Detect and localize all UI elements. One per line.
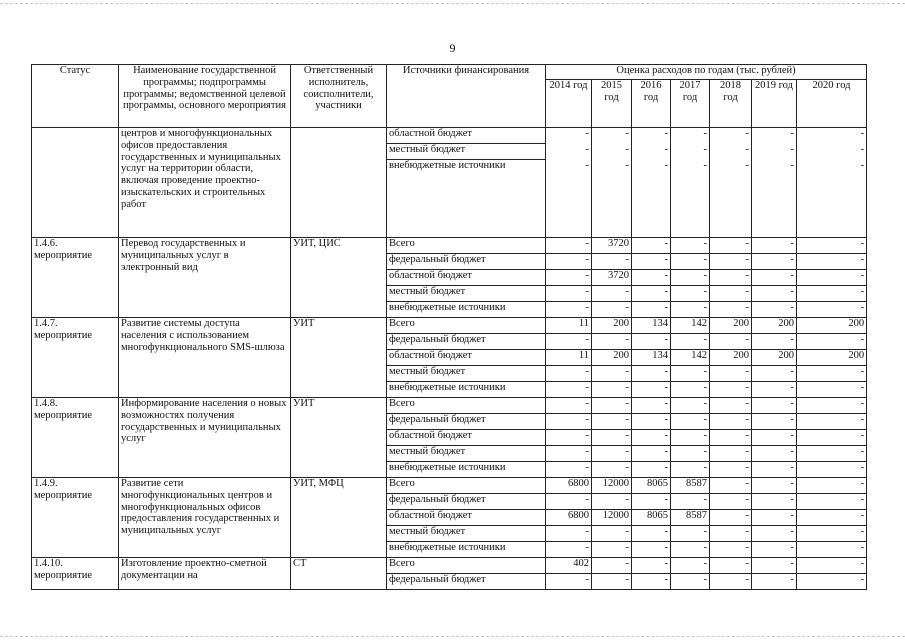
value-cell: -: [592, 302, 632, 318]
value-cell: -: [752, 542, 797, 558]
value-cell: -: [592, 526, 632, 542]
value-cell: -: [632, 462, 671, 478]
value-cell: -: [632, 558, 671, 574]
value-cell: -: [671, 302, 710, 318]
value-cell: -: [632, 286, 671, 302]
value-cell: -: [710, 542, 752, 558]
funding-source-label: внебюджетные источники: [387, 462, 546, 478]
value-cell: 3720: [592, 238, 632, 254]
value-cell: -: [625, 160, 629, 171]
value-cell: -: [752, 270, 797, 286]
value-cell: 8587: [671, 510, 710, 526]
value-cell: -: [752, 526, 797, 542]
value-cell: -: [797, 494, 867, 510]
value-cell: -: [797, 366, 867, 382]
value-cell: 200: [797, 350, 867, 366]
funding-source-label: федеральный бюджет: [387, 334, 546, 350]
value-cell: -: [710, 270, 752, 286]
value-cell: -: [745, 160, 749, 171]
value-cell: -: [710, 238, 752, 254]
activity-name: Информирование населения о новых возможностях получения государственных и муниципальных услуг: [119, 398, 291, 478]
value-cell: -: [546, 446, 592, 462]
budget-table: [31, 64, 867, 590]
value-cell: -: [546, 462, 592, 478]
value-cell: -: [752, 414, 797, 430]
value-cell: -: [752, 462, 797, 478]
value-cell: -: [710, 254, 752, 270]
funding-source-label: областной бюджет: [387, 430, 546, 446]
value-cell: 12000: [592, 510, 632, 526]
value-cell: 6800: [546, 510, 592, 526]
value-cell: 8065: [632, 510, 671, 526]
value-cell: -: [752, 494, 797, 510]
value-cell: -: [710, 414, 752, 430]
header-year: 2016 год: [632, 80, 671, 128]
value-cell: -: [790, 160, 794, 171]
value-cell: -: [797, 526, 867, 542]
value-cell: -: [546, 302, 592, 318]
value-cell: -: [592, 286, 632, 302]
value-cell: -: [671, 430, 710, 446]
value-cell: -: [592, 494, 632, 510]
funding-source-label: местный бюджет: [387, 144, 545, 160]
value-cell: 8065: [632, 478, 671, 494]
value-cell: -: [710, 478, 752, 494]
value-cell: -: [592, 398, 632, 414]
value-cell: -: [671, 542, 710, 558]
value-cell: -: [585, 128, 589, 139]
value-cell: -: [592, 254, 632, 270]
year-values: [752, 128, 797, 238]
funding-source-label: Всего: [387, 558, 546, 574]
value-cell: 11: [546, 318, 592, 334]
value-cell: -: [797, 286, 867, 302]
value-cell: -: [797, 478, 867, 494]
value-cell: -: [797, 270, 867, 286]
value-cell: 3720: [592, 270, 632, 286]
funding-source-label: областной бюджет: [387, 350, 546, 366]
value-cell: 200: [592, 318, 632, 334]
value-cell: -: [797, 558, 867, 574]
budget-table-body: [32, 128, 867, 590]
value-cell: -: [710, 302, 752, 318]
value-cell: -: [790, 128, 794, 139]
value-cell: 142: [671, 350, 710, 366]
funding-source-label: областной бюджет: [387, 270, 546, 286]
value-cell: -: [632, 574, 671, 590]
value-cell: -: [671, 414, 710, 430]
funding-source-label: внебюджетные источники: [387, 542, 546, 558]
value-cell: -: [671, 334, 710, 350]
funding-source-label: местный бюджет: [387, 526, 546, 542]
value-cell: -: [632, 302, 671, 318]
activity-name: Развитие сети многофункциональных центров и многофункциональных офисов предоставления государственных и муниципальных услуг: [119, 478, 291, 558]
funding-sources: [387, 128, 546, 238]
value-cell: 200: [752, 318, 797, 334]
activity-name: Перевод государственных и муниципальных услуг в электронный вид: [119, 238, 291, 318]
value-cell: -: [671, 238, 710, 254]
activity-status: [32, 318, 119, 398]
value-cell: -: [710, 558, 752, 574]
value-cell: -: [592, 334, 632, 350]
table-row: [32, 398, 867, 414]
header-year: 2017 год: [671, 80, 710, 128]
value-cell: -: [710, 526, 752, 542]
value-cell: -: [632, 334, 671, 350]
value-cell: 12000: [592, 478, 632, 494]
value-cell: -: [752, 574, 797, 590]
activity-name: Развитие системы доступа населения с использованием многофункционального SMS-шлюза: [119, 318, 291, 398]
value-cell: -: [632, 270, 671, 286]
year-values: [546, 128, 592, 238]
value-cell: -: [745, 128, 749, 139]
value-cell: -: [752, 238, 797, 254]
value-cell: -: [671, 382, 710, 398]
table-row: [32, 478, 867, 494]
value-cell: -: [703, 160, 707, 171]
value-cell: -: [546, 286, 592, 302]
value-cell: -: [632, 526, 671, 542]
value-cell: -: [592, 414, 632, 430]
header-costs-by-year: Оценка расходов по годам (тыс. рублей): [546, 65, 867, 80]
value-cell: -: [752, 510, 797, 526]
value-cell: -: [710, 462, 752, 478]
value-cell: -: [752, 302, 797, 318]
value-cell: -: [752, 430, 797, 446]
funding-source-label: Всего: [387, 478, 546, 494]
value-cell: -: [797, 542, 867, 558]
value-cell: -: [664, 160, 668, 171]
value-cell: -: [797, 430, 867, 446]
value-cell: -: [592, 366, 632, 382]
value-cell: 134: [632, 318, 671, 334]
value-cell: -: [592, 446, 632, 462]
activity-code: 1.4.8.: [34, 398, 58, 409]
value-cell: -: [797, 254, 867, 270]
activity-code: 1.4.6.: [34, 238, 58, 249]
activity-type: мероприятие: [34, 329, 92, 341]
value-cell: -: [592, 542, 632, 558]
continuation-row: [32, 128, 867, 238]
activity-type: мероприятие: [34, 409, 92, 421]
activity-code: 1.4.9.: [34, 478, 58, 489]
value-cell: -: [632, 254, 671, 270]
funding-source-label: местный бюджет: [387, 286, 546, 302]
value-cell: -: [797, 302, 867, 318]
value-cell: -: [632, 430, 671, 446]
funding-source-label: областной бюджет: [387, 128, 545, 144]
value-cell: -: [797, 238, 867, 254]
activity-status: [32, 398, 119, 478]
value-cell: 142: [671, 318, 710, 334]
value-cell: -: [860, 160, 865, 171]
value-cell: -: [625, 144, 629, 155]
value-cell: -: [664, 128, 668, 139]
activity-responsible: УИТ: [291, 318, 387, 398]
funding-source-label: местный бюджет: [387, 446, 546, 462]
value-cell: -: [546, 398, 592, 414]
value-cell: -: [546, 382, 592, 398]
value-cell: -: [671, 526, 710, 542]
value-cell: -: [710, 430, 752, 446]
value-cell: -: [671, 494, 710, 510]
value-cell: -: [546, 366, 592, 382]
value-cell: -: [752, 446, 797, 462]
header-program-name: Наименование государственной программы; подпрограммы программы; ведомственной целевой программы, основного мероприятия: [119, 65, 291, 128]
funding-source-label: областной бюджет: [387, 510, 546, 526]
header-year: 2019 год: [752, 80, 797, 128]
value-cell: -: [797, 398, 867, 414]
value-cell: -: [585, 160, 589, 171]
value-cell: -: [546, 270, 592, 286]
value-cell: -: [797, 414, 867, 430]
value-cell: 6800: [546, 478, 592, 494]
funding-source-label: Всего: [387, 398, 546, 414]
value-cell: -: [671, 270, 710, 286]
value-cell: -: [752, 382, 797, 398]
value-cell: -: [671, 462, 710, 478]
value-cell: -: [710, 510, 752, 526]
value-cell: -: [671, 398, 710, 414]
value-cell: -: [585, 144, 589, 155]
activity-status: [32, 238, 119, 318]
value-cell: -: [752, 558, 797, 574]
value-cell: 200: [797, 318, 867, 334]
funding-source-label: Всего: [387, 238, 546, 254]
value-cell: -: [546, 254, 592, 270]
value-cell: -: [797, 446, 867, 462]
value-cell: -: [752, 286, 797, 302]
activity-responsible: УИТ, ЦИС: [291, 238, 387, 318]
value-cell: -: [664, 144, 668, 155]
value-cell: -: [632, 542, 671, 558]
value-cell: -: [860, 128, 865, 139]
value-cell: -: [797, 462, 867, 478]
value-cell: -: [632, 414, 671, 430]
value-cell: -: [703, 144, 707, 155]
status-cell-empty: [32, 128, 119, 238]
value-cell: -: [671, 558, 710, 574]
activity-code: 1.4.7.: [34, 318, 58, 329]
page-number: 9: [449, 41, 456, 55]
value-cell: -: [752, 366, 797, 382]
value-cell: -: [546, 238, 592, 254]
value-cell: -: [546, 574, 592, 590]
value-cell: -: [546, 414, 592, 430]
activity-responsible: УИТ: [291, 398, 387, 478]
value-cell: -: [546, 526, 592, 542]
value-cell: 11: [546, 350, 592, 366]
funding-source-label: внебюджетные источники: [389, 160, 506, 171]
value-cell: -: [710, 334, 752, 350]
value-cell: -: [703, 128, 707, 139]
header-row: [32, 65, 867, 80]
value-cell: -: [632, 366, 671, 382]
value-cell: -: [546, 542, 592, 558]
value-cell: -: [671, 286, 710, 302]
header-year: 2020 год: [797, 80, 867, 128]
value-cell: -: [710, 494, 752, 510]
value-cell: -: [745, 144, 749, 155]
value-cell: -: [632, 446, 671, 462]
header-year: 2018 год: [710, 80, 752, 128]
year-values: [632, 128, 671, 238]
value-cell: -: [752, 334, 797, 350]
value-cell: -: [546, 334, 592, 350]
funding-source-label: федеральный бюджет: [387, 574, 546, 590]
value-cell: -: [790, 144, 794, 155]
value-cell: -: [797, 574, 867, 590]
responsible-cell-empty: [291, 128, 387, 238]
activity-type: мероприятие: [34, 569, 92, 581]
value-cell: -: [752, 398, 797, 414]
activity-type: мероприятие: [34, 249, 92, 261]
value-cell: -: [671, 254, 710, 270]
funding-source-label: федеральный бюджет: [387, 414, 546, 430]
header-funding-sources: Источники финансирования: [387, 65, 546, 128]
activity-name: центров и многофункциональных офисов предоставления государственных и муниципальных услуг на территории области, включая проведение проектно-изыскательских и строительных работ: [119, 128, 291, 238]
table-row: [32, 238, 867, 254]
value-cell: 134: [632, 350, 671, 366]
header-year: 2014 год: [546, 80, 592, 128]
activity-status: [32, 478, 119, 558]
value-cell: 8587: [671, 478, 710, 494]
value-cell: -: [671, 574, 710, 590]
value-cell: -: [592, 558, 632, 574]
value-cell: -: [797, 334, 867, 350]
header-responsible: Ответственный исполнитель, соисполнители, участники: [291, 65, 387, 128]
value-cell: -: [710, 286, 752, 302]
value-cell: -: [710, 382, 752, 398]
value-cell: -: [592, 574, 632, 590]
value-cell: -: [592, 462, 632, 478]
funding-source-label: Всего: [387, 318, 546, 334]
value-cell: -: [860, 144, 865, 155]
value-cell: -: [546, 494, 592, 510]
value-cell: -: [625, 128, 629, 139]
funding-source-label: внебюджетные источники: [387, 302, 546, 318]
value-cell: -: [671, 446, 710, 462]
scan-edge-bottom: [0, 636, 905, 637]
value-cell: -: [546, 430, 592, 446]
value-cell: -: [710, 398, 752, 414]
value-cell: 200: [592, 350, 632, 366]
activity-responsible: СТ: [291, 558, 387, 590]
value-cell: -: [592, 382, 632, 398]
value-cell: -: [797, 510, 867, 526]
value-cell: -: [710, 366, 752, 382]
funding-source-label: внебюджетные источники: [387, 382, 546, 398]
funding-source-label: местный бюджет: [387, 366, 546, 382]
value-cell: 200: [710, 318, 752, 334]
header-year: 2015 год: [592, 80, 632, 128]
activity-code: 1.4.10.: [34, 558, 63, 569]
value-cell: 200: [710, 350, 752, 366]
funding-source-label: федеральный бюджет: [387, 494, 546, 510]
value-cell: -: [671, 366, 710, 382]
value-cell: 402: [546, 558, 592, 574]
activity-name: Изготовление проектно-сметной документации на: [119, 558, 291, 590]
value-cell: -: [752, 478, 797, 494]
value-cell: -: [752, 254, 797, 270]
value-cell: -: [710, 446, 752, 462]
value-cell: -: [710, 574, 752, 590]
table-row: [32, 318, 867, 334]
value-cell: -: [592, 430, 632, 446]
activity-type: мероприятие: [34, 489, 92, 501]
year-values: [710, 128, 752, 238]
value-cell: -: [797, 382, 867, 398]
activity-status: [32, 558, 119, 590]
value-cell: -: [632, 382, 671, 398]
value-cell: -: [632, 494, 671, 510]
activity-responsible: УИТ, МФЦ: [291, 478, 387, 558]
year-values: [592, 128, 632, 238]
year-values: [671, 128, 710, 238]
table-row: [32, 558, 867, 574]
year-values: [797, 128, 867, 238]
header-status: Статус: [32, 65, 119, 128]
funding-source-label: федеральный бюджет: [387, 254, 546, 270]
scan-edge-top: [0, 3, 905, 4]
value-cell: -: [632, 398, 671, 414]
value-cell: -: [632, 238, 671, 254]
value-cell: 200: [752, 350, 797, 366]
